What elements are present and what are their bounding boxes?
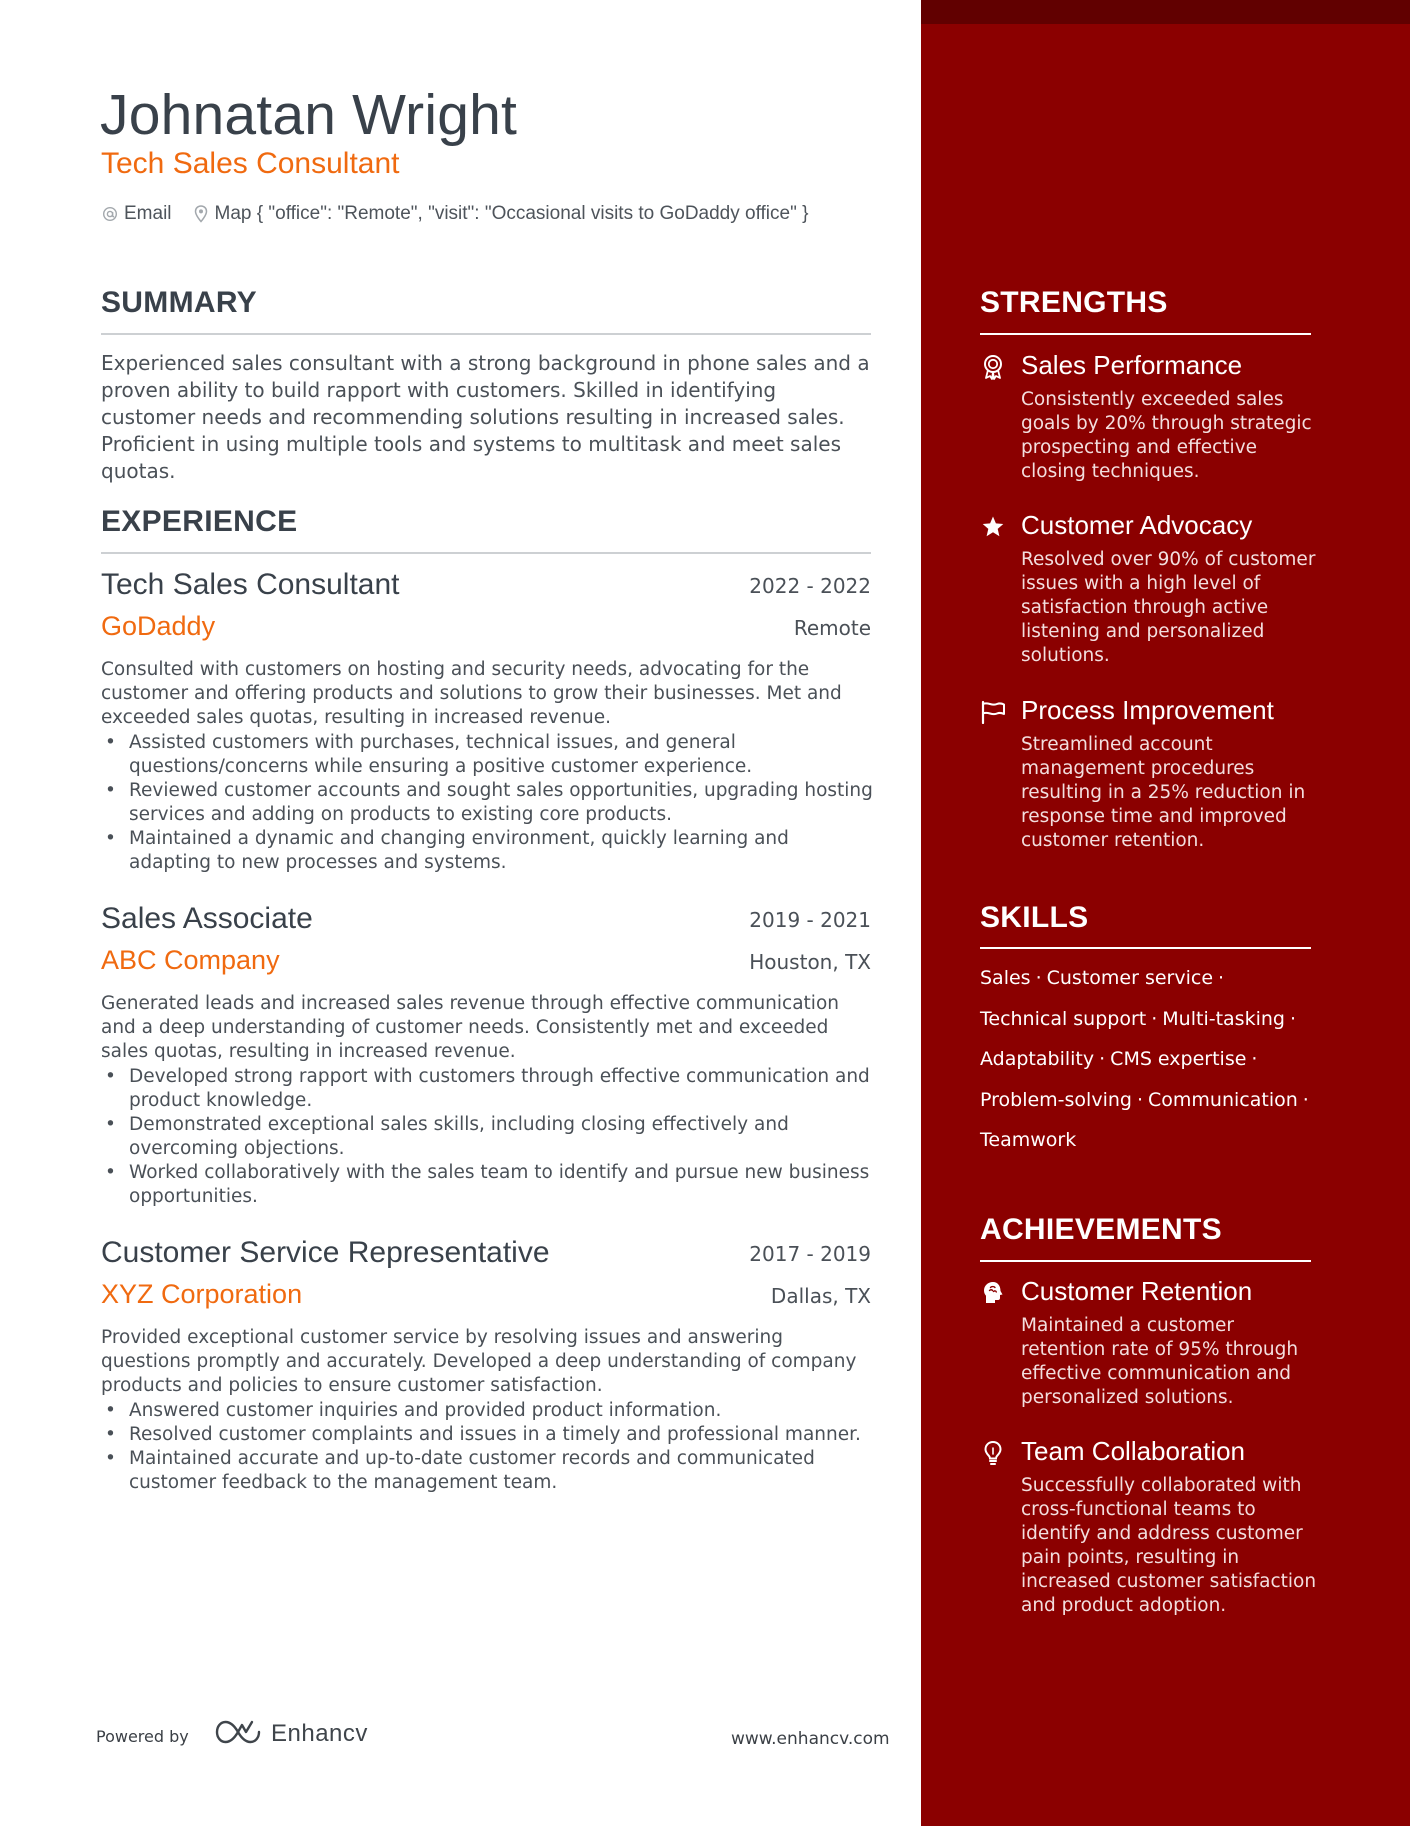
location-contact[interactable] bbox=[192, 203, 809, 225]
experience-divider bbox=[101, 552, 871, 554]
job-dates: 2022 - 2022 bbox=[749, 574, 871, 598]
skill-tag: Adaptability bbox=[980, 1048, 1095, 1070]
brand-name: Enhancv bbox=[271, 1720, 368, 1747]
achievements-divider bbox=[980, 1260, 1311, 1262]
job-bullet-list bbox=[101, 1399, 876, 1495]
strength-title: Sales Performance bbox=[1021, 350, 1243, 380]
skill-separator: · bbox=[1099, 1048, 1106, 1070]
summary-text: Experienced sales consultant with a strong background in phone sales and a proven ability to build rapport with customers. Skilled in identifying customer needs and recommending solutions resulting in increased sales. Proficient in using multiple tools and systems to multitask and meet sales quotas. bbox=[101, 351, 870, 483]
email-label: Email bbox=[124, 203, 172, 224]
candidate-name: Johnatan Wright bbox=[100, 83, 518, 147]
candidate-role: Tech Sales Consultant bbox=[101, 147, 400, 180]
skills-row bbox=[980, 1080, 1320, 1121]
sidebar-top-bar bbox=[921, 0, 1410, 24]
strength-description: Consistently exceeded sales goals by 20% through strategic prospecting and effective closing techniques. bbox=[1021, 389, 1312, 482]
skill-separator: · bbox=[1302, 1088, 1309, 1111]
skills-row bbox=[980, 999, 1320, 1040]
footer-url[interactable]: www.enhancv.com bbox=[731, 1729, 890, 1749]
head-brain-icon bbox=[980, 1280, 1006, 1306]
lightbulb-icon bbox=[980, 1440, 1006, 1466]
job-bullet: • Developed strong rapport with customers through effective communication and product knowledge. bbox=[101, 1065, 876, 1113]
achievement-description: Successfully collaborated with cross-functional teams to identify and address customer pain points, resulting in increased customer satisfaction and product adoption. bbox=[1021, 1475, 1317, 1616]
skill-separator: · bbox=[1035, 967, 1042, 989]
location-label: Map { "office": "Remote", "visit": "Occasional visits to GoDaddy office" } bbox=[214, 203, 809, 224]
email-contact[interactable] bbox=[101, 203, 172, 225]
job-bullet: • Maintained accurate and up-to-date customer records and communicated customer feedback to the management team. bbox=[101, 1447, 876, 1495]
job-dates: 2017 - 2019 bbox=[749, 1242, 871, 1266]
enhancv-logo[interactable] bbox=[215, 1719, 368, 1749]
at-icon bbox=[101, 205, 119, 223]
skill-separator: · bbox=[1136, 1088, 1144, 1111]
job-title: Sales Associate bbox=[101, 902, 313, 935]
job-location: Dallas, TX bbox=[770, 1284, 871, 1308]
job-location: Houston, TX bbox=[749, 950, 871, 974]
skill-separator: · bbox=[1289, 1007, 1297, 1030]
skills-row bbox=[980, 958, 1320, 999]
skill-tag: CMS expertise bbox=[1110, 1048, 1247, 1070]
skills-list bbox=[980, 958, 1320, 1161]
skill-tag: Problem-solving bbox=[980, 1088, 1132, 1111]
job-company: ABC Company bbox=[101, 945, 280, 975]
strength-description: Streamlined account management procedures resulting in a 25% reduction in response time and improved customer retention. bbox=[1021, 734, 1306, 851]
skill-tag: Sales bbox=[980, 967, 1031, 989]
job-bullet: • Resolved customer complaints and issues in a timely and professional manner. bbox=[101, 1423, 876, 1447]
strengths-divider bbox=[980, 333, 1311, 335]
job-bullet: • Maintained a dynamic and changing environment, quickly learning and adapting to new processes and systems. bbox=[101, 827, 876, 875]
job-dates: 2019 - 2021 bbox=[749, 908, 871, 932]
skill-tag: Technical support bbox=[980, 1007, 1147, 1030]
strength-title: Customer Advocacy bbox=[1021, 510, 1253, 540]
achievement-description: Maintained a customer retention rate of 95% through effective communication and personalized solutions. bbox=[1021, 1315, 1299, 1408]
job-bullet: • Assisted customers with purchases, technical issues, and general questions/concerns while ensuring a positive customer experience. bbox=[101, 731, 876, 779]
achievement-title: Team Collaboration bbox=[1021, 1436, 1246, 1466]
powered-by-label: Powered by bbox=[96, 1727, 189, 1746]
job-description: Consulted with customers on hosting and security needs, advocating for the customer and offering products and solutions to grow their businesses. Met and exceeded sales quotas, resulting in increased revenue. bbox=[101, 659, 842, 728]
skills-row bbox=[980, 1039, 1320, 1080]
job-title: Tech Sales Consultant bbox=[101, 568, 400, 601]
infinity-logo-icon bbox=[215, 1719, 261, 1749]
skill-tag: Multi-tasking bbox=[1162, 1007, 1285, 1030]
achievements-heading: ACHIEVEMENTS bbox=[980, 1213, 1222, 1246]
contact-info bbox=[101, 203, 808, 225]
job-location: Remote bbox=[793, 616, 871, 640]
skill-separator: · bbox=[1151, 1007, 1158, 1030]
skills-row bbox=[980, 1120, 1320, 1161]
strengths-heading: STRENGTHS bbox=[980, 286, 1168, 319]
job-bullet: • Demonstrated exceptional sales skills, including closing effectively and overcoming objections. bbox=[101, 1113, 876, 1161]
job-bullet: • Answered customer inquiries and provided product information. bbox=[101, 1399, 876, 1423]
award-icon bbox=[980, 354, 1006, 380]
job-bullet-list bbox=[101, 731, 876, 875]
job-bullet: • Worked collaboratively with the sales team to identify and pursue new business opportunities. bbox=[101, 1161, 876, 1209]
job-description: Generated leads and increased sales revenue through effective communication and a deep understanding of customer needs. Consistently met and exceeded sales quotas, resulting in increased revenue. bbox=[101, 993, 839, 1062]
job-title: Customer Service Representative bbox=[101, 1236, 550, 1269]
summary-divider bbox=[101, 333, 871, 335]
skill-tag: Communication bbox=[1148, 1088, 1298, 1111]
job-bullet-list bbox=[101, 1065, 876, 1209]
skill-separator: · bbox=[1251, 1048, 1258, 1070]
skill-tag: Customer service bbox=[1046, 967, 1214, 989]
job-bullet: • Reviewed customer accounts and sought sales opportunities, upgrading hosting services and adding on products to existing core products. bbox=[101, 779, 876, 827]
job-description: Provided exceptional customer service by resolving issues and answering questions promptly and accurately. Developed a deep understanding of company products and policies to ensure customer satisfaction. bbox=[101, 1327, 857, 1396]
summary-heading: SUMMARY bbox=[101, 286, 257, 319]
job-company: XYZ Corporation bbox=[101, 1279, 303, 1309]
skills-heading: SKILLS bbox=[980, 901, 1089, 934]
skill-tag: Teamwork bbox=[980, 1129, 1077, 1151]
strength-title: Process Improvement bbox=[1021, 695, 1274, 725]
strength-description: Resolved over 90% of customer issues with a high level of satisfaction through active listening and personalized solutions. bbox=[1021, 549, 1316, 666]
sidebar bbox=[921, 0, 1410, 1826]
flag-icon bbox=[980, 699, 1006, 725]
skill-separator: · bbox=[1218, 967, 1225, 989]
achievement-title: Customer Retention bbox=[1021, 1276, 1253, 1306]
job-company: GoDaddy bbox=[101, 611, 216, 641]
map-pin-icon bbox=[192, 205, 210, 223]
skills-divider bbox=[980, 947, 1311, 949]
star-icon bbox=[980, 514, 1006, 540]
experience-heading: EXPERIENCE bbox=[101, 505, 298, 538]
